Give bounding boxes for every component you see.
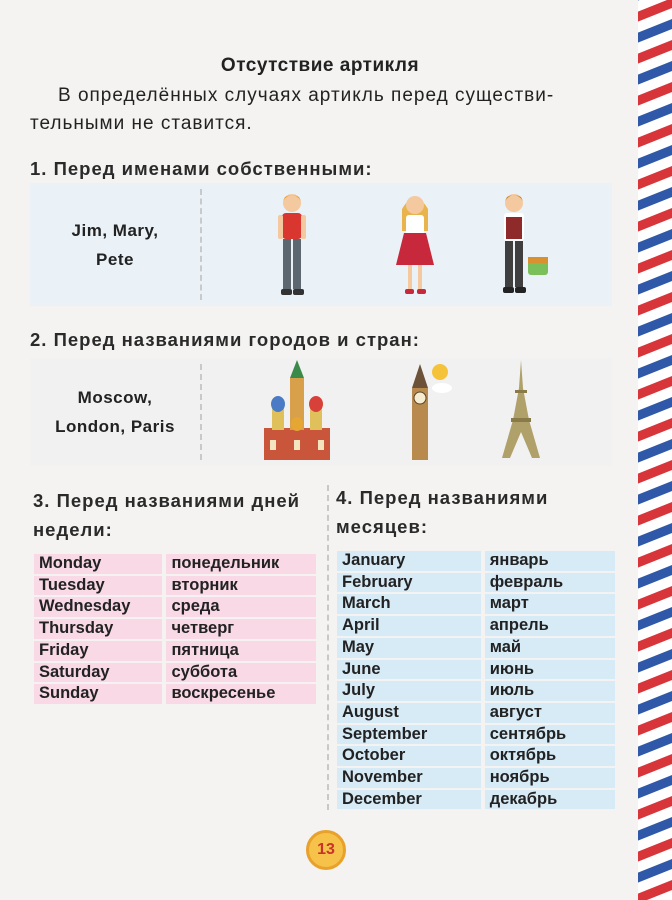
- table-row: [337, 725, 615, 745]
- table-row: [34, 663, 316, 683]
- month-ru: июнь: [485, 660, 615, 680]
- month-ru: сентябрь: [485, 725, 615, 745]
- day-en: Saturday: [34, 663, 162, 683]
- table-row: [337, 638, 615, 658]
- schoolboy-illustration: [492, 191, 552, 301]
- boy-illustration: [272, 191, 312, 301]
- day-ru: понедельник: [166, 554, 316, 574]
- table-row: [337, 573, 615, 593]
- month-ru: март: [485, 594, 615, 614]
- day-en: Monday: [34, 554, 162, 574]
- month-en: February: [337, 573, 481, 593]
- st-basils-cathedral-illustration: [260, 358, 334, 462]
- month-en: July: [337, 681, 481, 701]
- names-examples: Jim, Mary, Pete: [71, 220, 159, 269]
- table-row: [337, 660, 615, 680]
- month-ru: январь: [485, 551, 615, 571]
- months-table: [337, 549, 615, 811]
- month-en: May: [337, 638, 481, 658]
- intro-text: [30, 82, 620, 138]
- month-ru: февраль: [485, 573, 615, 593]
- month-ru: май: [485, 638, 615, 658]
- month-ru: апрель: [485, 616, 615, 636]
- table-row: [34, 554, 316, 574]
- month-en: June: [337, 660, 481, 680]
- page-title: Отсутствие артикля: [220, 55, 420, 76]
- table-row: [337, 703, 615, 723]
- day-ru: пятница: [166, 641, 316, 661]
- table-row: [337, 746, 615, 766]
- day-ru: вторник: [166, 576, 316, 596]
- table-row: [34, 641, 316, 661]
- girl-illustration: [390, 191, 440, 301]
- intro-paragraph: В определённых случаях артикль перед существи-тельными не ставится.: [30, 85, 555, 134]
- divider: [200, 364, 202, 460]
- table-row: [337, 594, 615, 614]
- section-2-heading: 2. Перед названиями городов и стран:: [30, 329, 420, 350]
- day-en: Wednesday: [34, 597, 162, 617]
- month-en: August: [337, 703, 481, 723]
- month-ru: август: [485, 703, 615, 723]
- day-ru: среда: [166, 597, 316, 617]
- cities-examples: Moscow, London, Paris: [55, 388, 175, 436]
- day-en: Sunday: [34, 684, 162, 704]
- big-ben-illustration: [402, 358, 452, 462]
- month-en: December: [337, 790, 481, 810]
- month-en: September: [337, 725, 481, 745]
- table-row: [34, 619, 316, 639]
- month-ru: октябрь: [485, 746, 615, 766]
- section-3-heading: 3. Перед названиями дней недели:: [33, 490, 301, 540]
- day-ru: суббота: [166, 663, 316, 683]
- month-en: March: [337, 594, 481, 614]
- page-number: 13: [306, 830, 346, 870]
- days-table: [34, 552, 316, 706]
- section-4-heading: 4. Перед названиями месяцев:: [336, 487, 549, 537]
- cities-band: [30, 358, 612, 466]
- day-ru: воскресенье: [166, 684, 316, 704]
- month-en: April: [337, 616, 481, 636]
- table-row: [34, 576, 316, 596]
- eiffel-tower-illustration: [496, 358, 546, 462]
- day-en: Thursday: [34, 619, 162, 639]
- day-en: Friday: [34, 641, 162, 661]
- column-divider: [327, 485, 329, 810]
- month-ru: июль: [485, 681, 615, 701]
- table-row: [337, 790, 615, 810]
- day-ru: четверг: [166, 619, 316, 639]
- airmail-border: [632, 0, 672, 900]
- table-row: [34, 597, 316, 617]
- table-row: [34, 684, 316, 704]
- table-row: [337, 681, 615, 701]
- month-en: November: [337, 768, 481, 788]
- table-row: [337, 616, 615, 636]
- day-en: Tuesday: [34, 576, 162, 596]
- table-row: [337, 551, 615, 571]
- month-en: January: [337, 551, 481, 571]
- section-1-heading: 1. Перед именами собственными:: [30, 158, 373, 179]
- month-ru: ноябрь: [485, 768, 615, 788]
- divider: [200, 189, 202, 300]
- table-row: [337, 768, 615, 788]
- month-en: October: [337, 746, 481, 766]
- month-ru: декабрь: [485, 790, 615, 810]
- names-band: [30, 183, 612, 306]
